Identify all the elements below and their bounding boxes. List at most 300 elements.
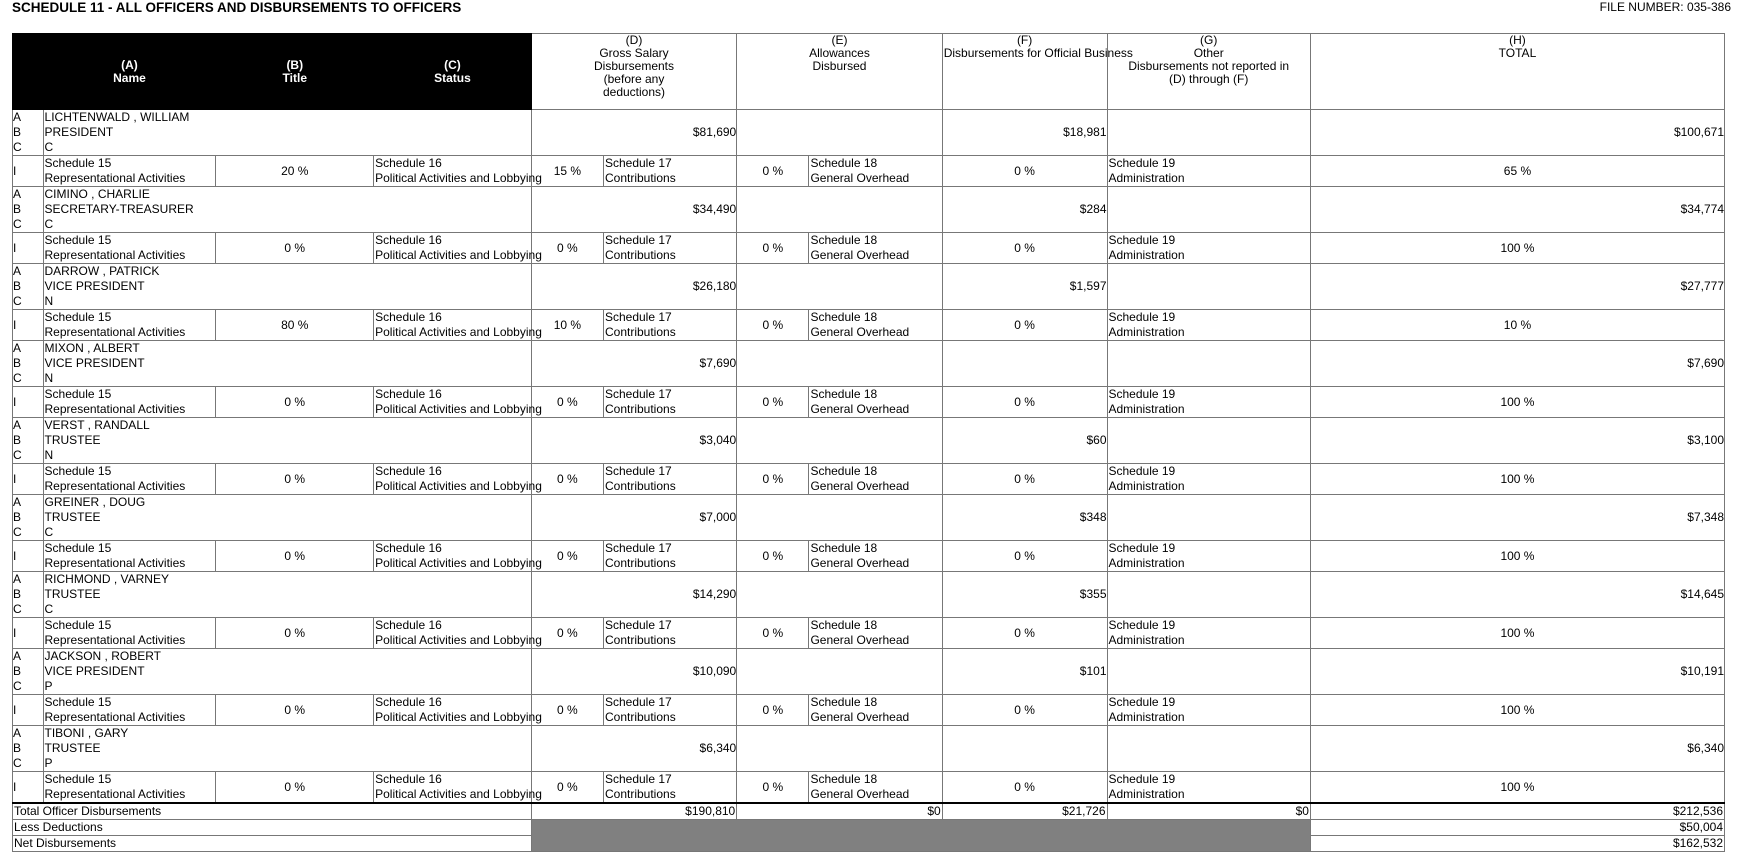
letter-c: C xyxy=(13,140,22,154)
officer-name: DARROW , PATRICK xyxy=(44,264,160,278)
officer-status: P xyxy=(44,756,53,770)
letter-b: B xyxy=(13,587,22,601)
schedule-17-pct: 0 % xyxy=(737,156,809,187)
schedule-15-pct: 0 % xyxy=(216,695,374,726)
letter-a: A xyxy=(13,495,22,509)
officer-row xyxy=(13,418,1725,464)
schedule-15-title: Schedule 15 xyxy=(44,310,112,324)
schedule-17 xyxy=(603,156,736,187)
schedule-17 xyxy=(603,233,736,264)
officer-name: JACKSON , ROBERT xyxy=(44,649,161,663)
letter-b: B xyxy=(13,510,22,524)
officer-row xyxy=(13,649,1725,695)
schedule-19-title: Schedule 19 xyxy=(1108,310,1176,324)
schedule-18-pct: 0 % xyxy=(942,233,1107,264)
officer-row xyxy=(13,726,1725,772)
schedule-row xyxy=(13,233,1725,264)
officer-title: TRUSTEE xyxy=(44,741,101,755)
schedule-15-sub: Representational Activities xyxy=(44,171,186,185)
schedule-17-pct: 0 % xyxy=(737,310,809,341)
schedule-19 xyxy=(1107,772,1310,804)
gross-salary: $3,040 xyxy=(531,418,736,464)
schedule-16-pct: 0 % xyxy=(531,387,603,418)
schedule-16-pct: 0 % xyxy=(531,464,603,495)
schedule-row xyxy=(13,464,1725,495)
officer-row xyxy=(13,110,1725,156)
schedule-19 xyxy=(1107,695,1310,726)
schedule-18 xyxy=(809,387,942,418)
officer-title: VICE PRESIDENT xyxy=(44,356,145,370)
schedule-15-sub: Representational Activities xyxy=(44,402,186,416)
schedule-18-sub: General Overhead xyxy=(810,710,910,724)
schedule-19-sub: Administration xyxy=(1108,479,1185,493)
schedule-19-title: Schedule 19 xyxy=(1108,387,1176,401)
schedule-15-sub: Representational Activities xyxy=(44,556,186,570)
gross-salary: $7,690 xyxy=(531,341,736,387)
letter-c: C xyxy=(13,217,22,231)
header-blank xyxy=(13,34,44,110)
schedule-19-title: Schedule 19 xyxy=(1108,618,1176,632)
other-disbursements xyxy=(1107,495,1310,541)
schedule-15 xyxy=(43,695,216,726)
officer-row xyxy=(13,495,1725,541)
row-letters xyxy=(13,495,44,541)
letter-a: A xyxy=(13,572,22,586)
schedule-17-pct: 0 % xyxy=(737,464,809,495)
schedule-18-title: Schedule 18 xyxy=(810,772,878,786)
schedule-15-title: Schedule 15 xyxy=(44,464,112,478)
total-official: $21,726 xyxy=(942,803,1107,820)
schedule-18-pct: 0 % xyxy=(942,387,1107,418)
allowances xyxy=(737,341,942,387)
total-other: $0 xyxy=(1107,803,1310,820)
total-officer-disbursements-row xyxy=(13,803,1725,820)
schedule-17-title: Schedule 17 xyxy=(604,233,672,247)
schedule-19 xyxy=(1107,156,1310,187)
row-letters xyxy=(13,264,44,310)
schedule-15-pct: 80 % xyxy=(216,310,374,341)
schedule-19-sub: Administration xyxy=(1108,556,1185,570)
row-letters xyxy=(13,341,44,387)
officer-status: C xyxy=(44,140,54,154)
schedule-15-title: Schedule 15 xyxy=(44,233,112,247)
officer-title: TRUSTEE xyxy=(44,587,101,601)
schedule-15-sub: Representational Activities xyxy=(44,633,186,647)
schedule-19-sub: Administration xyxy=(1108,633,1185,647)
schedule-18-title: Schedule 18 xyxy=(810,618,878,632)
schedule-18-pct: 0 % xyxy=(942,618,1107,649)
officer-total: $34,774 xyxy=(1310,187,1724,233)
schedule-19-pct: 100 % xyxy=(1310,772,1724,804)
header-other: (G) Other Disbursements not reported in (D) through (F) xyxy=(1107,34,1310,110)
letter-i: I xyxy=(13,464,44,495)
schedule-row xyxy=(13,618,1725,649)
schedule-17-title: Schedule 17 xyxy=(604,156,672,170)
officer-row xyxy=(13,264,1725,310)
schedule-19-pct: 100 % xyxy=(1310,464,1724,495)
schedule-row xyxy=(13,156,1725,187)
officer-status: C xyxy=(44,602,54,616)
schedule-17-pct: 0 % xyxy=(737,233,809,264)
schedule-16 xyxy=(374,464,542,495)
schedule-16-pct: 10 % xyxy=(531,310,603,341)
schedule-17-title: Schedule 17 xyxy=(604,618,672,632)
schedule-17-sub: Contributions xyxy=(604,479,676,493)
schedule-16 xyxy=(374,387,542,418)
official-business xyxy=(942,341,1107,387)
row-letters xyxy=(13,110,44,156)
schedule-19 xyxy=(1107,618,1310,649)
schedule-16-sub: Political Activities and Lobbying xyxy=(375,633,542,647)
schedule-19-pct: 100 % xyxy=(1310,618,1724,649)
schedule-19 xyxy=(1107,387,1310,418)
official-business xyxy=(942,726,1107,772)
schedule-17-pct: 0 % xyxy=(737,618,809,649)
officer-status: C xyxy=(44,217,54,231)
letter-c: C xyxy=(13,448,22,462)
schedule-16-title: Schedule 16 xyxy=(375,387,442,401)
schedule-15-title: Schedule 15 xyxy=(44,618,112,632)
header-gross-salary: (D) Gross Salary Disbursements (before any deductions) xyxy=(531,34,736,110)
officer-title: VICE PRESIDENT xyxy=(44,664,145,678)
schedule-15 xyxy=(43,310,216,341)
total-total: $212,536 xyxy=(1310,803,1724,820)
schedule-19-title: Schedule 19 xyxy=(1108,695,1176,709)
official-business: $60 xyxy=(942,418,1107,464)
schedule-16-title: Schedule 16 xyxy=(375,156,442,170)
allowances xyxy=(737,187,942,233)
letter-c: C xyxy=(13,602,22,616)
officer-row xyxy=(13,572,1725,618)
schedule-16 xyxy=(374,156,542,187)
officer-status: P xyxy=(44,679,53,693)
allowances xyxy=(737,649,942,695)
officer-title: PRESIDENT xyxy=(44,125,114,139)
letter-i: I xyxy=(13,541,44,572)
schedule-16 xyxy=(374,541,542,572)
officer-row xyxy=(13,341,1725,387)
schedule-18-title: Schedule 18 xyxy=(810,233,878,247)
schedule-18 xyxy=(809,156,942,187)
schedule-18-pct: 0 % xyxy=(942,156,1107,187)
other-disbursements xyxy=(1107,649,1310,695)
less-deductions-label: Less Deductions xyxy=(13,820,532,836)
schedule-18-sub: General Overhead xyxy=(810,479,910,493)
schedule-19-sub: Administration xyxy=(1108,787,1185,801)
gross-salary: $34,490 xyxy=(531,187,736,233)
officer-name-title-status xyxy=(43,110,531,156)
schedule-16 xyxy=(374,233,542,264)
schedule-17-sub: Contributions xyxy=(604,171,676,185)
letter-b: B xyxy=(13,356,22,370)
gross-salary: $81,690 xyxy=(531,110,736,156)
schedule-15-title: Schedule 15 xyxy=(44,541,112,555)
letter-c: C xyxy=(13,525,22,539)
officer-name: GREINER , DOUG xyxy=(44,495,146,509)
schedule-15-title: Schedule 15 xyxy=(44,772,112,786)
schedule-16 xyxy=(374,618,542,649)
row-letters xyxy=(13,418,44,464)
officer-total: $27,777 xyxy=(1310,264,1724,310)
officer-title: VICE PRESIDENT xyxy=(44,279,145,293)
schedule-18-title: Schedule 18 xyxy=(810,464,878,478)
schedule-17-title: Schedule 17 xyxy=(604,695,672,709)
header-total: (H) TOTAL xyxy=(1310,34,1724,110)
schedule-17-title: Schedule 17 xyxy=(604,772,672,786)
letter-i: I xyxy=(13,156,44,187)
schedule-15-sub: Representational Activities xyxy=(44,248,186,262)
schedule-18-pct: 0 % xyxy=(942,772,1107,804)
schedule-17-pct: 0 % xyxy=(737,772,809,804)
header-status: (C) Status xyxy=(374,34,532,110)
schedule-row xyxy=(13,695,1725,726)
schedule-19 xyxy=(1107,310,1310,341)
total-gross: $190,810 xyxy=(531,803,736,820)
schedule-19-pct: 100 % xyxy=(1310,695,1724,726)
schedule-16-title: Schedule 16 xyxy=(375,695,442,709)
schedule-18 xyxy=(809,233,942,264)
schedule-19-pct: 65 % xyxy=(1310,156,1724,187)
officer-name: LICHTENWALD , WILLIAM xyxy=(44,110,190,124)
header-allowances: (E) Allowances Disbursed xyxy=(737,34,942,110)
other-disbursements xyxy=(1107,418,1310,464)
schedule-17-sub: Contributions xyxy=(604,325,676,339)
schedule-18-sub: General Overhead xyxy=(810,248,910,262)
schedule-19 xyxy=(1107,233,1310,264)
official-business: $355 xyxy=(942,572,1107,618)
officer-name-title-status xyxy=(43,341,531,387)
total-label: Total Officer Disbursements xyxy=(13,803,532,820)
schedule-16-title: Schedule 16 xyxy=(375,541,442,555)
row-letters xyxy=(13,649,44,695)
schedule-16-title: Schedule 16 xyxy=(375,233,442,247)
letter-c: C xyxy=(13,294,22,308)
officer-name: TIBONI , GARY xyxy=(44,726,129,740)
letter-c: C xyxy=(13,756,22,770)
schedule-15 xyxy=(43,233,216,264)
schedule-16-title: Schedule 16 xyxy=(375,618,442,632)
schedule-17-sub: Contributions xyxy=(604,556,676,570)
letter-a: A xyxy=(13,264,22,278)
schedule-17 xyxy=(603,541,736,572)
schedule-16 xyxy=(374,695,542,726)
schedule-16-sub: Political Activities and Lobbying xyxy=(375,787,542,801)
officer-name: CIMINO , CHARLIE xyxy=(44,187,150,201)
schedule-19-title: Schedule 19 xyxy=(1108,541,1176,555)
total-allowances: $0 xyxy=(737,803,942,820)
schedule-17-pct: 0 % xyxy=(737,387,809,418)
letter-b: B xyxy=(13,741,22,755)
row-letters xyxy=(13,726,44,772)
less-deductions-value: $50,004 xyxy=(1310,820,1724,836)
schedule-18-title: Schedule 18 xyxy=(810,156,878,170)
schedule-17-title: Schedule 17 xyxy=(604,464,672,478)
letter-b: B xyxy=(13,664,22,678)
officer-total: $7,348 xyxy=(1310,495,1724,541)
schedule-row xyxy=(13,387,1725,418)
officer-total: $3,100 xyxy=(1310,418,1724,464)
official-business: $1,597 xyxy=(942,264,1107,310)
schedule-19-pct: 100 % xyxy=(1310,541,1724,572)
schedule-17-sub: Contributions xyxy=(604,710,676,724)
row-letters xyxy=(13,572,44,618)
schedule-15 xyxy=(43,772,216,804)
schedule-17-title: Schedule 17 xyxy=(604,541,672,555)
allowances xyxy=(737,418,942,464)
officer-status: N xyxy=(44,371,54,385)
schedule-17-title: Schedule 17 xyxy=(604,310,672,324)
letter-a: A xyxy=(13,649,22,663)
schedule-15-sub: Representational Activities xyxy=(44,479,186,493)
schedule-18-sub: General Overhead xyxy=(810,787,910,801)
schedule-16 xyxy=(374,772,542,804)
officer-total: $10,191 xyxy=(1310,649,1724,695)
schedule-17 xyxy=(603,387,736,418)
schedule-17-pct: 0 % xyxy=(737,541,809,572)
schedule-18-title: Schedule 18 xyxy=(810,695,878,709)
letter-i: I xyxy=(13,310,44,341)
schedule-17-title: Schedule 17 xyxy=(604,387,672,401)
officer-total: $6,340 xyxy=(1310,726,1724,772)
official-business: $101 xyxy=(942,649,1107,695)
letter-i: I xyxy=(13,772,44,804)
letter-i: I xyxy=(13,618,44,649)
schedule-17-sub: Contributions xyxy=(604,402,676,416)
schedule-16-pct: 0 % xyxy=(531,618,603,649)
schedule-18-pct: 0 % xyxy=(942,541,1107,572)
schedule-row xyxy=(13,310,1725,341)
officer-name-title-status xyxy=(43,264,531,310)
schedule-16-pct: 15 % xyxy=(531,156,603,187)
schedule-15 xyxy=(43,541,216,572)
schedule-19-title: Schedule 19 xyxy=(1108,464,1176,478)
other-disbursements xyxy=(1107,187,1310,233)
gross-salary: $26,180 xyxy=(531,264,736,310)
schedule-15-title: Schedule 15 xyxy=(44,156,112,170)
letter-b: B xyxy=(13,125,22,139)
schedule-15-pct: 20 % xyxy=(216,156,374,187)
schedule-16-sub: Political Activities and Lobbying xyxy=(375,479,542,493)
schedule-15-pct: 0 % xyxy=(216,618,374,649)
schedule-18-sub: General Overhead xyxy=(810,633,910,647)
officer-name: VERST , RANDALL xyxy=(44,418,150,432)
letter-a: A xyxy=(13,726,22,740)
officer-row xyxy=(13,187,1725,233)
less-deductions-row xyxy=(13,820,1725,836)
schedule-16-title: Schedule 16 xyxy=(375,772,442,786)
schedule-16-sub: Political Activities and Lobbying xyxy=(375,248,542,262)
schedule-15-sub: Representational Activities xyxy=(44,787,186,801)
net-disbursements-label: Net Disbursements xyxy=(13,836,532,852)
shaded-area xyxy=(531,820,1310,852)
schedule-16-pct: 0 % xyxy=(531,541,603,572)
schedule-15 xyxy=(43,156,216,187)
schedule-15-pct: 0 % xyxy=(216,772,374,804)
schedule-title: SCHEDULE 11 - ALL OFFICERS AND DISBURSEMENTS TO OFFICERS xyxy=(12,0,462,15)
schedule-19-sub: Administration xyxy=(1108,171,1185,185)
schedule-19-sub: Administration xyxy=(1108,248,1185,262)
schedule-19-pct: 10 % xyxy=(1310,310,1724,341)
schedule-18-sub: General Overhead xyxy=(810,556,910,570)
schedule-15-pct: 0 % xyxy=(216,387,374,418)
schedule-row xyxy=(13,541,1725,572)
other-disbursements xyxy=(1107,726,1310,772)
schedule-19-sub: Administration xyxy=(1108,325,1185,339)
schedule-16-pct: 0 % xyxy=(531,772,603,804)
schedule-19-title: Schedule 19 xyxy=(1108,156,1176,170)
schedule-18 xyxy=(809,464,942,495)
row-letters xyxy=(13,187,44,233)
gross-salary: $14,290 xyxy=(531,572,736,618)
schedule-15-sub: Representational Activities xyxy=(44,325,186,339)
officer-title: TRUSTEE xyxy=(44,510,101,524)
officer-status: N xyxy=(44,294,54,308)
schedule-17-sub: Contributions xyxy=(604,633,676,647)
officer-name: RICHMOND , VARNEY xyxy=(44,572,169,586)
allowances xyxy=(737,110,942,156)
schedule-19-sub: Administration xyxy=(1108,710,1185,724)
schedule-16-sub: Political Activities and Lobbying xyxy=(375,556,542,570)
schedule-17-pct: 0 % xyxy=(737,695,809,726)
letter-c: C xyxy=(13,371,22,385)
allowances xyxy=(737,495,942,541)
officer-title: SECRETARY-TREASURER xyxy=(44,202,194,216)
gross-salary: $6,340 xyxy=(531,726,736,772)
officer-name-title-status xyxy=(43,418,531,464)
header-name: (A) Name xyxy=(43,34,216,110)
official-business: $18,981 xyxy=(942,110,1107,156)
net-disbursements-value: $162,532 xyxy=(1310,836,1724,852)
schedule-17 xyxy=(603,618,736,649)
schedule-row xyxy=(13,772,1725,804)
schedule-18-sub: General Overhead xyxy=(810,325,910,339)
schedule-17 xyxy=(603,695,736,726)
officer-name-title-status xyxy=(43,649,531,695)
gross-salary: $7,000 xyxy=(531,495,736,541)
letter-a: A xyxy=(13,418,22,432)
officer-total: $14,645 xyxy=(1310,572,1724,618)
schedule-15-title: Schedule 15 xyxy=(44,387,112,401)
officer-total: $100,671 xyxy=(1310,110,1724,156)
schedule-16-pct: 0 % xyxy=(531,695,603,726)
schedule-17 xyxy=(603,464,736,495)
officer-total: $7,690 xyxy=(1310,341,1724,387)
officers-table xyxy=(12,33,1725,852)
allowances xyxy=(737,726,942,772)
schedule-16-title: Schedule 16 xyxy=(375,464,442,478)
other-disbursements xyxy=(1107,110,1310,156)
other-disbursements xyxy=(1107,572,1310,618)
letter-a: A xyxy=(13,341,22,355)
schedule-19 xyxy=(1107,541,1310,572)
letter-i: I xyxy=(13,387,44,418)
schedule-16 xyxy=(374,310,542,341)
schedule-18-title: Schedule 18 xyxy=(810,541,878,555)
schedule-18-sub: General Overhead xyxy=(810,171,910,185)
schedule-15 xyxy=(43,618,216,649)
header-official-business: (F) Disbursements for Official Business xyxy=(942,34,1107,110)
file-number: FILE NUMBER: 035-386 xyxy=(1599,0,1731,14)
officer-title: TRUSTEE xyxy=(44,433,101,447)
schedule-15 xyxy=(43,387,216,418)
schedule-15 xyxy=(43,464,216,495)
schedule-16-sub: Political Activities and Lobbying xyxy=(375,325,542,339)
letter-c: C xyxy=(13,679,22,693)
schedule-18 xyxy=(809,310,942,341)
letter-b: B xyxy=(13,433,22,447)
officer-status: N xyxy=(44,448,54,462)
schedule-19 xyxy=(1107,464,1310,495)
